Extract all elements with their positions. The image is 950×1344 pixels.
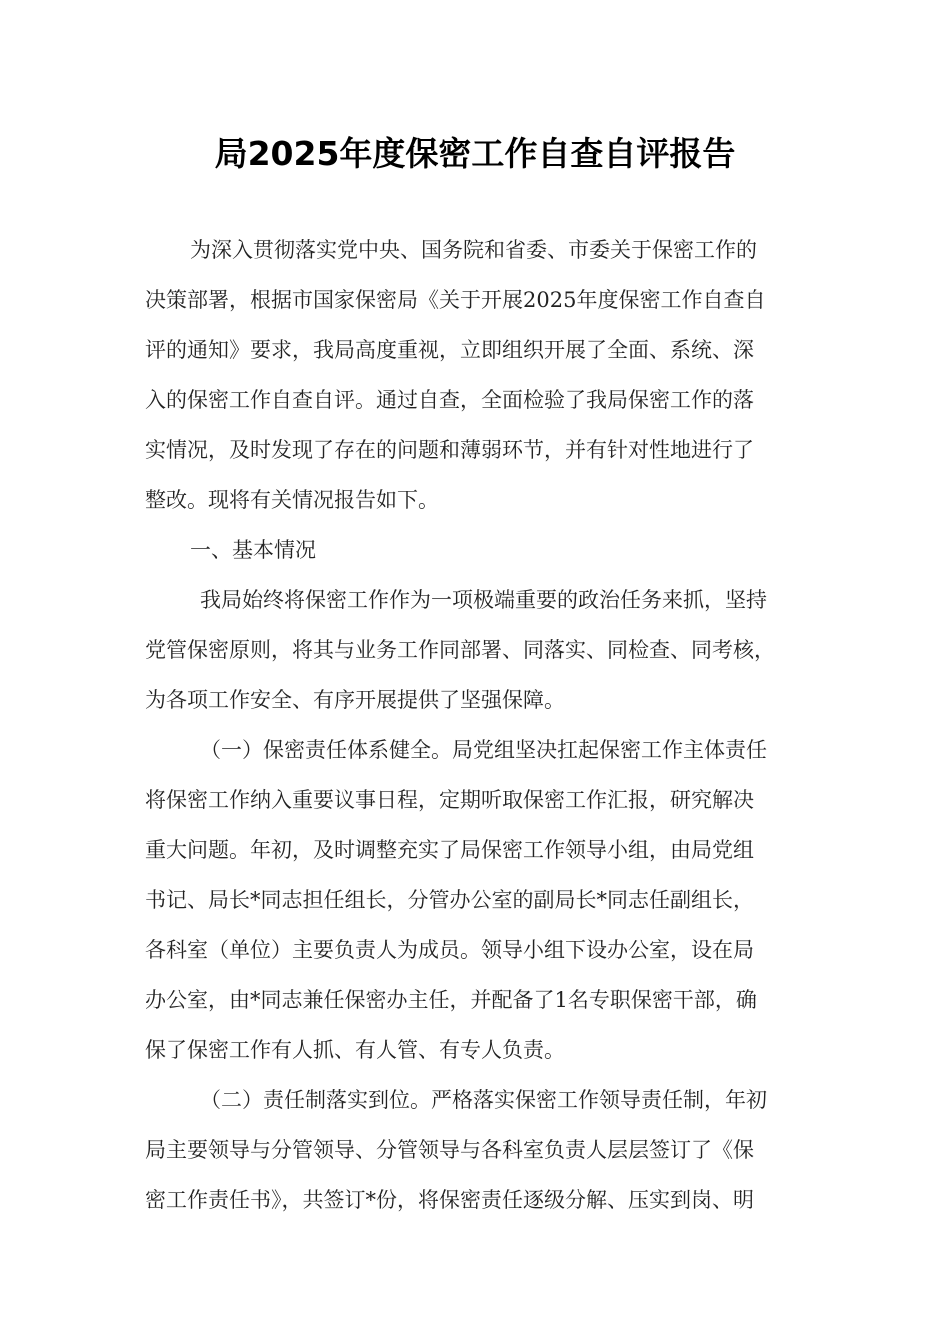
- paragraph-line: 保了保密工作有人抓、有人管、有专人负责。: [145, 1038, 565, 1062]
- paragraph-line: 入的保密工作自查自评。通过自查，全面检验了我局保密工作的落: [145, 388, 754, 412]
- paragraph-line: 实情况，及时发现了存在的问题和薄弱环节，并有针对性地进行了: [145, 438, 754, 462]
- paragraph-line: 评的通知》要求，我局高度重视，立即组织开展了全面、系统、深: [145, 338, 754, 362]
- section-heading: 一、基本情况: [190, 538, 316, 562]
- document-title: 局2025年度保密工作自查自评报告: [214, 134, 736, 173]
- paragraph-line: 局主要领导与分管领导、分管领导与各科室负责人层层签订了《保: [145, 1138, 754, 1162]
- paragraph-line: 党管保密原则，将其与业务工作同部署、同落实、同检查、同考核，: [145, 638, 775, 662]
- subsection-line: （二）责任制落实到位。严格落实保密工作领导责任制，年初: [200, 1088, 767, 1112]
- paragraph-line: 办公室，由*同志兼任保密办主任，并配备了1名专职保密干部，确: [145, 988, 757, 1012]
- paragraph-line: 我局始终将保密工作作为一项极端重要的政治任务来抓，坚持: [200, 588, 767, 612]
- paragraph-line: 为深入贯彻落实党中央、国务院和省委、市委关于保密工作的: [190, 238, 757, 262]
- paragraph-line: 将保密工作纳入重要议事日程，定期听取保密工作汇报，研究解决: [145, 788, 754, 812]
- paragraph-line: 整改。现将有关情况报告如下。: [145, 488, 439, 512]
- paragraph-line: 决策部署，根据市国家保密局《关于开展2025年度保密工作自查自: [145, 288, 766, 312]
- paragraph-line: 各科室（单位）主要负责人为成员。领导小组下设办公室，设在局: [145, 938, 754, 962]
- subsection-line: （一）保密责任体系健全。局党组坚决扛起保密工作主体责任: [200, 738, 767, 762]
- paragraph-line: 为各项工作安全、有序开展提供了坚强保障。: [145, 688, 565, 712]
- paragraph-line: 书记、局长*同志担任组长，分管办公室的副局长*同志任副组长，: [145, 888, 754, 912]
- paragraph-line: 密工作责任书》，共签订*份，将保密责任逐级分解、压实到岗、明: [145, 1188, 754, 1212]
- paragraph-line: 重大问题。年初，及时调整充实了局保密工作领导小组，由局党组: [145, 838, 754, 862]
